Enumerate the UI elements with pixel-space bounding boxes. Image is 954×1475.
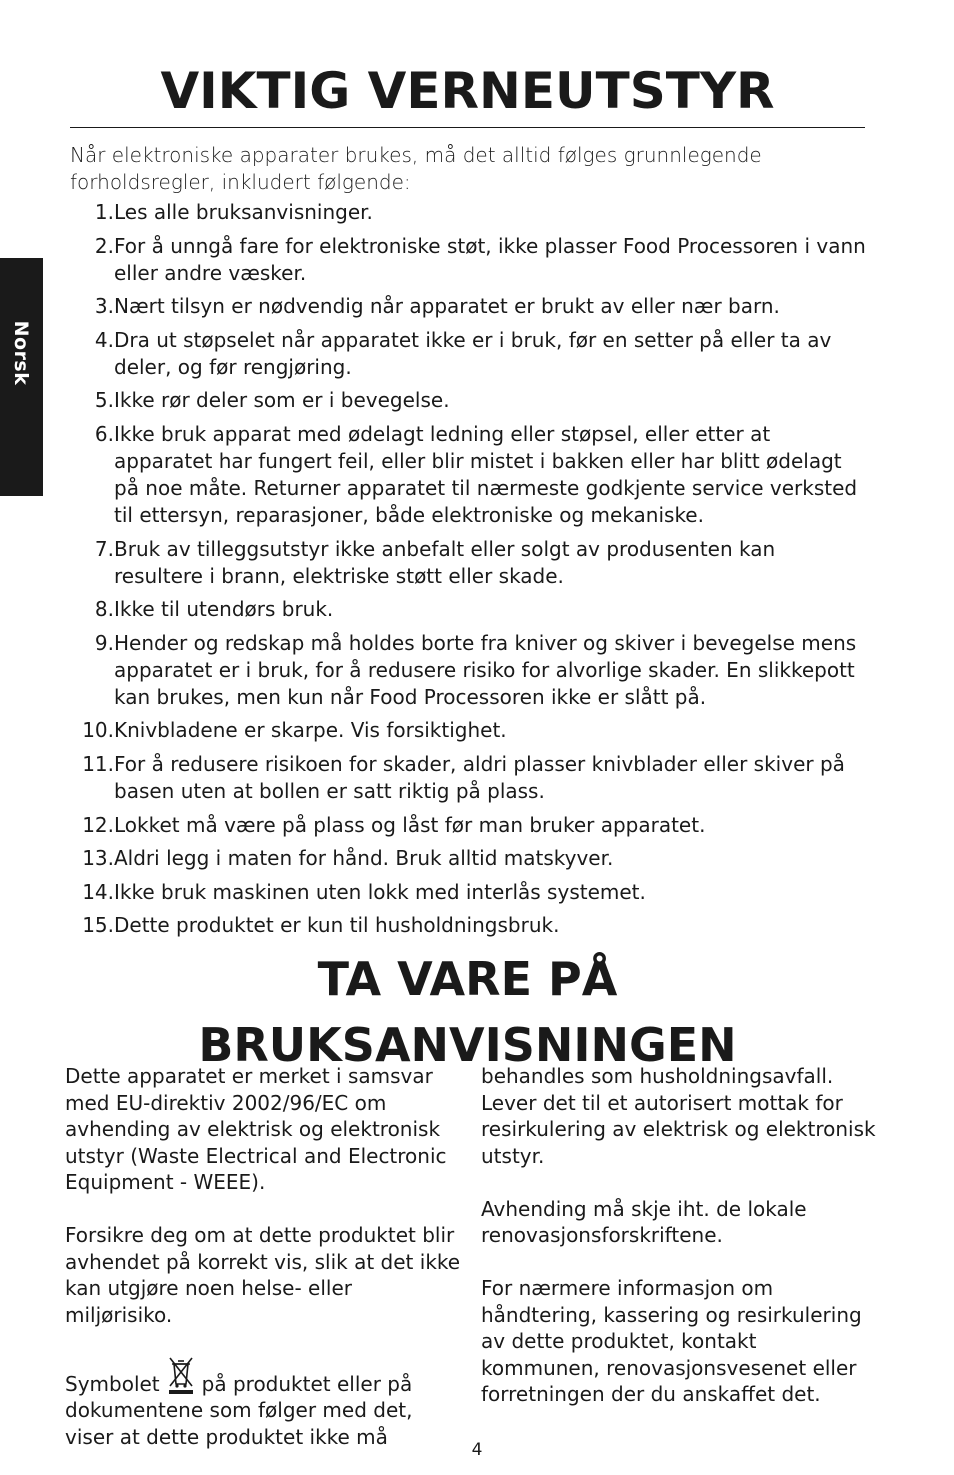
safety-rule-item: [70, 812, 870, 839]
weee-paragraph-3-text: på produktet eller på dokumentene som følger med det, viser at dette produktet ikke må: [65, 1371, 413, 1449]
safety-rule-text: Ikke bruk maskinen uten lokk med interlås systemet.: [114, 879, 646, 904]
safety-rule-item: [70, 879, 870, 906]
safety-rule-number: 2.: [94, 233, 114, 258]
weee-column-right: [481, 1063, 881, 1434]
safety-rule-text: Les alle bruksanvisninger.: [114, 200, 373, 224]
safety-rule-number: 4.: [94, 327, 114, 352]
safety-rule-number: 5.: [94, 388, 114, 413]
safety-rule-item: [70, 751, 870, 805]
safety-rule-text: For å redusere risikoen for skader, aldri plasser knivblader eller skiver på basen uten at bollen er satt riktig på plass.: [114, 751, 845, 803]
safety-rule-text: Dette produktet er kun til husholdningsbruk.: [114, 913, 560, 938]
safety-rule-text: Ikke til utendørs bruk.: [114, 597, 334, 622]
safety-rule-item: [70, 536, 870, 590]
crossed-bin-icon: [166, 1355, 196, 1395]
page-title: VIKTIG VERNEUTSTYR: [160, 62, 775, 120]
safety-rule-item: [70, 233, 870, 287]
page-number: 4: [471, 1440, 483, 1460]
safety-rule-number: 9.: [94, 630, 114, 655]
safety-rule-item: [70, 199, 870, 226]
safety-rule-item: [70, 630, 870, 711]
save-instructions-heading: TA VARE PÅ BRUKSANVISNINGEN: [198, 952, 737, 1072]
safety-rule-item: [70, 387, 870, 414]
safety-rule-number: 10.: [82, 718, 114, 743]
safety-rule-number: 14.: [82, 879, 114, 904]
safety-rule-number: 6.: [94, 421, 114, 446]
weee-paragraph-3: [65, 1355, 465, 1451]
language-tab: [0, 258, 43, 496]
safety-rule-text: Bruk av tilleggsutstyr ikke anbefalt eller solgt av produsenten kan resultere i brann, elektriske støtt eller skade.: [114, 536, 776, 588]
safety-rule-text: Dra ut støpselet når apparatet ikke er i bruk, før en setter på eller ta av deler, og før rengjøring.: [114, 327, 832, 379]
safety-rule-item: [70, 717, 870, 744]
weee-paragraph-3-continued: behandles som husholdningsavfall. Lever det til et autorisert mottak for resirkulering av elektrisk og elektronisk utstyr.: [481, 1064, 876, 1168]
title-rule: [70, 127, 865, 128]
safety-rule-item: [70, 596, 870, 623]
safety-rule-number: 1.: [94, 200, 114, 224]
weee-paragraph-2: Forsikre deg om at dette produktet blir avhendet på korrekt vis, slik at det ikke kan utgjøre noen helse- eller miljørisiko.: [65, 1223, 461, 1327]
safety-rule-number: 3.: [94, 294, 114, 319]
weee-paragraph-1: Dette apparatet er merket i samsvar med EU-direktiv 2002/96/EC om avhending av elektrisk og elektronisk utstyr (Waste Electrical and Electronic Equipment - WEEE).: [65, 1064, 447, 1194]
weee-column-left: [65, 1063, 465, 1450]
weee-paragraph-5: For nærmere informasjon om håndtering, kassering og resirkulering av dette produktet, kontakt kommunen, renovasjonsvesenet eller forretningen der du anskaffet det.: [481, 1276, 862, 1406]
safety-rule-item: [70, 293, 870, 320]
safety-rule-text: Hender og redskap må holdes borte fra kniver og skiver i bevegelse mens apparatet er i bruk, for å redusere risiko for alvorlige skader. En slikkepott kan brukes, men kun når Food Processoren ikke er slått på.: [114, 630, 857, 709]
safety-rule-text: Ikke rør deler som er i bevegelse.: [114, 388, 450, 413]
safety-rule-number: 7.: [94, 536, 114, 561]
intro-text: Når elektroniske apparater brukes, må det alltid følges grunnlegende forholdsregler, inkludert følgende:: [70, 143, 762, 194]
safety-rule-number: 12.: [82, 812, 114, 837]
safety-rule-text: Lokket må være på plass og låst før man bruker apparatet.: [114, 812, 706, 837]
language-tab-label: Norsk: [10, 320, 32, 386]
weee-symbol-label: Symbolet: [65, 1371, 160, 1396]
safety-rule-number: 13.: [82, 846, 114, 871]
safety-rule-item: [70, 421, 870, 529]
safety-rule-number: 8.: [94, 597, 114, 622]
safety-rule-text: Ikke bruk apparat med ødelagt ledning eller støpsel, eller etter at apparatet har fungert feil, eller blir mistet i bakken eller har blitt ødelagt på noe måte. Returner apparatet til nærmeste godkjente service verksted til ettersyn, reparasjoner, både elektroniske og mekaniske.: [114, 421, 858, 527]
safety-rule-number: 15.: [82, 913, 114, 938]
safety-rule-item: [70, 845, 870, 872]
weee-paragraph-4: Avhending må skje iht. de lokale renovasjonsforskriftene.: [481, 1196, 807, 1247]
safety-rule-text: Knivbladene er skarpe. Vis forsiktighet.: [114, 718, 507, 743]
safety-rule-item: [70, 327, 870, 381]
safety-rule-text: Nært tilsyn er nødvendig når apparatet er brukt av eller nær barn.: [114, 294, 780, 319]
safety-rules-list: [70, 199, 870, 946]
safety-rule-text: Aldri legg i maten for hånd. Bruk alltid matskyver.: [114, 846, 614, 871]
safety-rule-number: 11.: [82, 751, 114, 776]
safety-rule-item: [70, 912, 870, 939]
safety-rule-text: For å unngå fare for elektroniske støt, ikke plasser Food Processoren i vann eller andre væsker.: [114, 233, 866, 285]
